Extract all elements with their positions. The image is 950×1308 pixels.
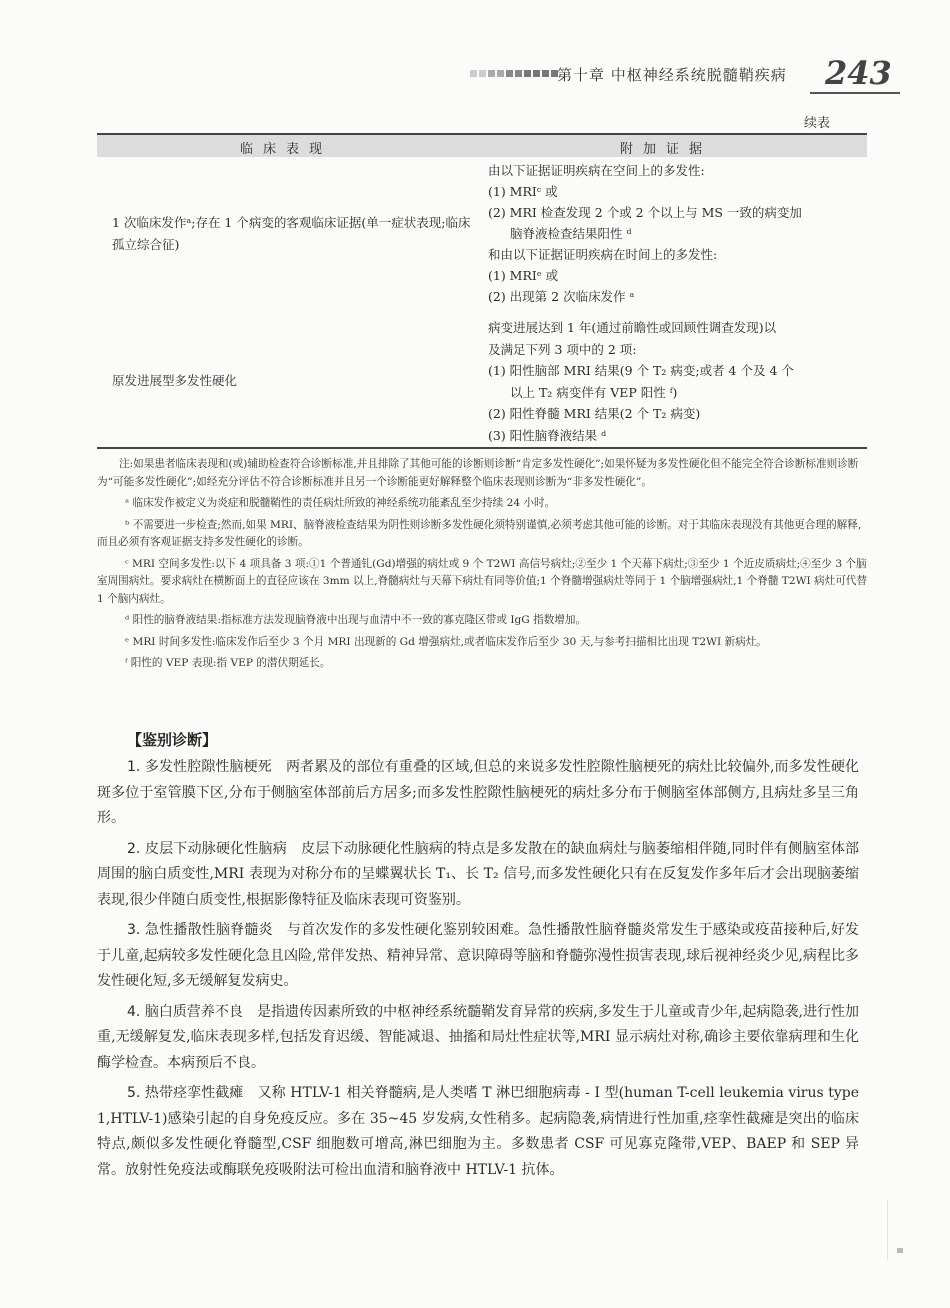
evidence-line: (1) MRIᶜ 或 [488, 184, 558, 199]
page-edge-line [887, 1200, 888, 1260]
evidence-line: (2) MRI 检查发现 2 个或 2 个以上与 MS 一致的病变加 [488, 205, 802, 220]
evidence-line: 脑脊液检查结果阳性 ᵈ [510, 226, 632, 241]
evidence-line: 以上 T₂ 病变伴有 VEP 阳性 ᶠ) [510, 384, 678, 400]
section-heading: 【鉴别诊断】 [127, 731, 218, 749]
evidence-cell [488, 160, 863, 307]
page-corner-mark [897, 1248, 903, 1253]
table-row [97, 157, 867, 317]
paragraph-term: 3. 急性播散性脑脊髓炎 [127, 922, 273, 938]
header-decoration [470, 70, 558, 77]
differential-diagnosis-body [97, 755, 859, 1188]
evidence-line: 及满足下列 3 项中的 2 项: [488, 341, 637, 357]
paragraph-term: 1. 多发性腔隙性脑梗死 [127, 759, 272, 775]
table-row [97, 317, 867, 449]
paragraph-text: 又称 HTLV-1 相关脊髓病,是人类嗜 T 淋巴细胞病毒 - Ⅰ 型(human T-cell leukemia virus type 1,HTLV-1)感染引起的自身免疫反应。多在 35~45 岁发病,女性稍多。起病隐袭,病情进行性加重,痉挛性截瘫是突出的临床特点,颇似多发性硬化脊髓型,CSF 细胞数可增高,淋巴细胞为主。多数患者 CSF 可见寡克隆带,VEP、BAEP 和 SEP 异常。放射性免疫法或酶联免疫吸附法可检出血清和脑脊液中 HTLV-1 抗体。 [97, 1085, 860, 1178]
paragraph [97, 918, 859, 995]
clinical-cell: 原发进展型多发性硬化 [112, 373, 238, 388]
paragraph-term: 5. 热带痉挛性截瘫 [127, 1085, 244, 1101]
table-footnote: ᵉ MRI 时间多发性:临床发作后至少 3 个月 MRI 出现新的 Gd 增强病灶,或者临床发作后至少 30 天,与参考扫描相比出现 T2WI 新病灶。 [125, 635, 767, 648]
page-number: 243 [825, 54, 892, 92]
evidence-line: (2) 阳性脊髓 MRI 结果(2 个 T₂ 病变) [488, 406, 701, 421]
evidence-line: (2) 出现第 2 次临床发作 ᵃ [488, 289, 635, 304]
paragraph-term: 4. 脑白质营养不良 [127, 1003, 243, 1020]
paragraph-term: 2. 皮层下动脉硬化性脑病 [127, 840, 287, 857]
table-continued-label: 续表 [804, 116, 831, 131]
evidence-cell [488, 317, 863, 446]
table-note: 注:如果患者临床表现和(或)辅助检查符合诊断标准,并且排除了其他可能的诊断则诊断“肯定多发性硬化”;如果怀疑为多发性硬化但不能完全符合诊断标准则诊断为“可能多发性硬化”;如经充分评估不符合诊断标准并且另一个诊断能更好解释整个临床表现则诊断为“非多发性硬化”。 [97, 458, 859, 488]
evidence-line: (1) 阳性脑部 MRI 结果(9 个 T₂ 病变;或者 4 个及 4 个 [488, 363, 794, 378]
column-header-clinical: 临床表现 [240, 142, 333, 157]
table-footnote: ᵈ 阳性的脑脊液结果:指标准方法发现脑脊液中出现与血清中不一致的寡克隆区带或 IgG 指数增加。 [125, 614, 587, 626]
paragraph-text: 与首次发作的多发性硬化鉴别较困难。急性播散性脑脊髓炎常发生于感染或疫苗接种后,好发于儿童,起病较多发性硬化急且凶险,常伴发热、精神异常、意识障碍等脑和脊髓弥漫性损害表现,球后视神经炎少见,病程比多发性硬化短,多无缓解复发病史。 [97, 922, 860, 989]
diagnostic-criteria-table [97, 133, 867, 449]
table-footnote: ᶜ MRI 空间多发性:以下 4 项具备 3 项:①1 个普通钆(Gd)增强的病灶或 9 个 T2WI 高信号病灶;②至少 1 个天幕下病灶;③至少 1 个近皮质病灶;④至少 3 个脑室周围病灶。要求病灶在横断面上的直径应该在 3mm 以上,脊髓病灶与天幕下病灶有同等价值;1 个脊髓增强病灶等同于 1 个脑增强病灶,1 个脊髓 T2WI 病灶可代替 1 个脑内病灶。 [97, 557, 867, 605]
evidence-line: 病变进展达到 1 年(通过前瞻性或回顾性调查发现)以 [488, 320, 777, 335]
table-notes [97, 456, 867, 677]
paragraph [97, 755, 859, 832]
paragraph-text: 两者累及的部位有重叠的区域,但总的来说多发性腔隙性脑梗死的病灶比较偏外,而多发性硬化斑多位于室管膜下区,分布于侧脑室体部前后方居多;而多发性腔隙性脑梗死的病灶多分布于侧脑室体部侧方,且病灶多呈三角形。 [97, 759, 859, 826]
chapter-title: 第十章 中枢神经系统脱髓鞘疾病 [557, 66, 787, 84]
paragraph [97, 1081, 859, 1183]
column-header-evidence: 附加证据 [620, 142, 713, 157]
paragraph [97, 1000, 859, 1077]
running-header [470, 54, 892, 98]
evidence-line: 和由以下证据证明疾病在时间上的多发性: [488, 247, 718, 262]
clinical-cell: 1 次临床发作ᵃ;存在 1 个病变的客观临床证据(单一症状表现;临床孤立综合征) [112, 215, 471, 252]
evidence-line: (3) 阳性脑脊液结果 ᵈ [488, 427, 607, 443]
evidence-line: (1) MRIᵉ 或 [488, 268, 559, 283]
table-header [97, 133, 867, 157]
table-footnote: ᵇ 不需要进一步检查;然而,如果 MRI、脑脊液检查结果为阴性则诊断多发性硬化须特别谨慎,必须考虑其他可能的诊断。对于其临床表现没有其他更合理的解释,而且必须有客观证据支持多发性硬化的诊断。 [97, 518, 862, 548]
header-rule [810, 92, 900, 94]
paragraph-text: 是指遗传因素所致的中枢神经系统髓鞘发育异常的疾病,多发生于儿童或青少年,起病隐袭,进行性加重,无缓解复发,临床表现多样,包括发育迟缓、智能减退、抽搐和局灶性症状等,MRI 显示病灶对称,确诊主要依靠病理和生化酶学检查。本病预后不良。 [97, 1003, 859, 1071]
paragraph-text: 皮层下动脉硬化性脑病的特点是多发散在的缺血病灶与脑萎缩相伴随,同时伴有侧脑室体部周围的脑白质变性,MRI 表现为对称分布的呈蝶翼状长 T₁、长 T₂ 信号,而多发性硬化只有在反复发作多年后才会出现脑萎缩表现,很少伴随白质变性,根据影像特征及临床表现可资鉴别。 [97, 840, 860, 908]
evidence-line: 由以下证据证明疾病在空间上的多发性: [488, 163, 705, 178]
paragraph [97, 837, 859, 914]
table-footnote: ᵃ 临床发作被定义为炎症和脱髓鞘性的责任病灶所致的神经系统功能紊乱至少持续 24 小时。 [125, 497, 556, 509]
table-footnote: ᶠ 阳性的 VEP 表现:指 VEP 的潜伏期延长。 [125, 657, 331, 669]
